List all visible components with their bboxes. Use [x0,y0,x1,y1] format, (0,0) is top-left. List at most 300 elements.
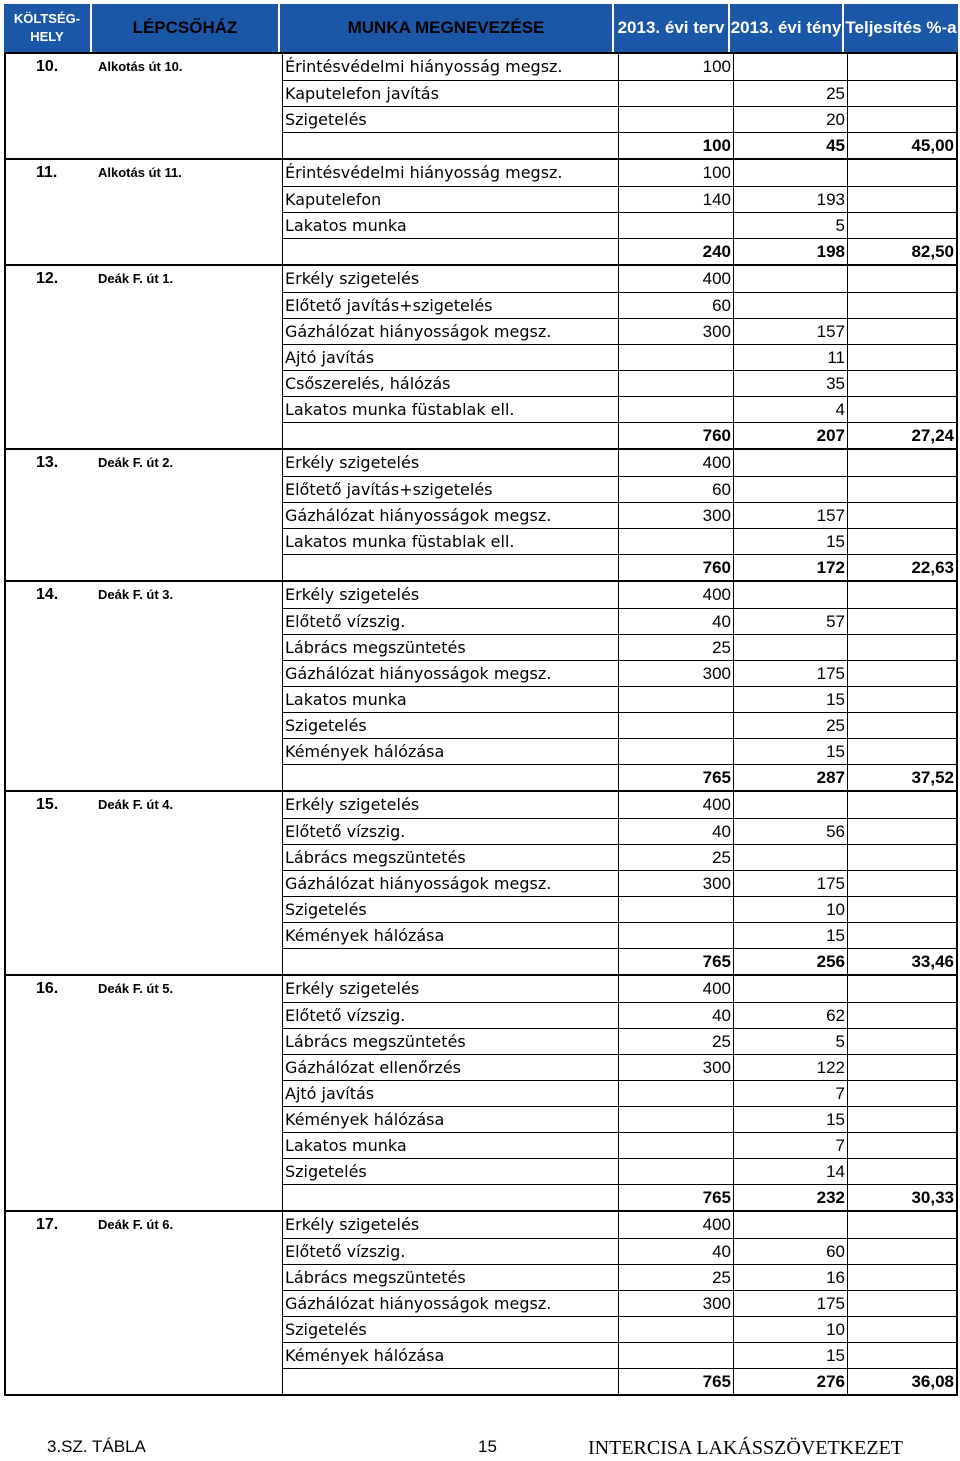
table-row [6,292,956,318]
completion-empty [847,80,956,106]
total-plan: 765 [618,1184,733,1210]
cost-block [6,54,956,160]
cost-center-number [6,1028,94,1054]
total-plan: 765 [618,764,733,790]
cost-center-number: 15. [36,796,59,813]
plan-value [618,922,733,948]
plan-value [618,528,733,554]
total-actual: 45 [733,132,847,158]
table-row [6,712,956,738]
completion-empty [847,818,956,844]
total-label-empty [282,132,618,158]
table-row [6,396,956,422]
plan-value: 400 [618,582,733,608]
completion-empty [847,1002,956,1028]
table-row [6,634,956,660]
table-row [6,318,956,344]
work-name: Gázhálózat hiányosságok megsz. [282,870,618,896]
plan-value: 300 [618,1054,733,1080]
table-row [6,450,956,476]
cost-center-number [6,1054,94,1080]
work-name: Erkély szigetelés [282,976,618,1002]
table-row [6,344,956,370]
completion-percent: 45,00 [847,132,956,158]
staircase-address [94,476,282,502]
plan-value: 40 [618,1002,733,1028]
completion-percent: 36,08 [847,1368,956,1394]
table-row [6,660,956,686]
cost-center-number [6,318,94,344]
cost-block [6,1212,956,1394]
work-name: Lakatos munka [282,686,618,712]
plan-value: 40 [618,608,733,634]
actual-value [733,844,847,870]
table-row [6,1264,956,1290]
staircase-address [94,1264,282,1290]
actual-value: 175 [733,870,847,896]
completion-empty [847,660,956,686]
cost-block [6,266,956,450]
completion-empty [847,1106,956,1132]
staircase-address: Deák F. út 4. [98,797,174,812]
plan-value: 400 [618,266,733,292]
cost-center-number [6,396,94,422]
table-row [6,976,956,1002]
cost-center-number [6,1158,94,1184]
total-row [6,948,956,974]
work-name: Lábrács megszüntetés [282,634,618,660]
plan-value: 300 [618,870,733,896]
plan-value [618,1132,733,1158]
total-spacer [94,238,282,264]
staircase-address [94,712,282,738]
work-name: Lakatos munka füstablak ell. [282,396,618,422]
header-koltseghely: KÖLTSÉG-HELY [4,4,92,52]
completion-percent: 30,33 [847,1184,956,1210]
total-spacer [6,554,94,580]
plan-value: 140 [618,186,733,212]
plan-value: 25 [618,1264,733,1290]
cost-center-number [6,292,94,318]
table-row [6,106,956,132]
actual-value: 15 [733,686,847,712]
table-row [6,212,956,238]
total-plan: 760 [618,554,733,580]
cost-center-number [6,608,94,634]
plan-value: 300 [618,502,733,528]
actual-value: 157 [733,318,847,344]
completion-empty [847,976,956,1002]
completion-empty [847,1316,956,1342]
staircase-address [94,528,282,554]
total-actual: 287 [733,764,847,790]
table-row [6,686,956,712]
total-row [6,132,956,158]
completion-empty [847,792,956,818]
completion-empty [847,106,956,132]
plan-value [618,396,733,422]
total-spacer [94,1184,282,1210]
cost-center-number [6,502,94,528]
actual-value: 175 [733,660,847,686]
plan-value: 40 [618,1238,733,1264]
staircase-address [94,344,282,370]
completion-empty [847,186,956,212]
work-name: Gázhálózat hiányosságok megsz. [282,318,618,344]
cost-center-number [6,1002,94,1028]
total-plan: 760 [618,422,733,448]
work-name: Szigetelés [282,712,618,738]
work-name: Erkély szigetelés [282,1212,618,1238]
completion-empty [847,54,956,80]
table-row [6,818,956,844]
cost-center-number [6,212,94,238]
actual-value [733,266,847,292]
completion-empty [847,870,956,896]
completion-empty [847,1264,956,1290]
cost-center-number [6,476,94,502]
table-row [6,1238,956,1264]
work-name: Ajtó javítás [282,1080,618,1106]
staircase-address [94,292,282,318]
work-name: Kémények hálózása [282,738,618,764]
total-actual: 256 [733,948,847,974]
plan-value: 100 [618,54,733,80]
work-name: Kémények hálózása [282,1106,618,1132]
plan-value [618,686,733,712]
work-name: Csőszerelés, hálózás [282,370,618,396]
work-name: Szigetelés [282,896,618,922]
actual-value: 14 [733,1158,847,1184]
actual-value [733,976,847,1002]
table-row [6,476,956,502]
table-row [6,870,956,896]
header-teny: 2013. évi tény [730,4,844,52]
plan-value [618,106,733,132]
staircase-address: Alkotás út 11. [98,165,182,180]
staircase-address [94,1342,282,1368]
work-name: Erkély szigetelés [282,266,618,292]
table-row [6,738,956,764]
cost-center-number [6,80,94,106]
actual-value: 15 [733,528,847,554]
cost-table [4,4,958,1396]
work-name: Lakatos munka füstablak ell. [282,528,618,554]
completion-empty [847,292,956,318]
work-name: Előtető vízszig. [282,1002,618,1028]
table-row [6,528,956,554]
plan-value [618,1342,733,1368]
cost-center-number [6,818,94,844]
total-actual: 276 [733,1368,847,1394]
completion-percent: 27,24 [847,422,956,448]
work-name: Erkély szigetelés [282,792,618,818]
work-name: Kémények hálózása [282,922,618,948]
table-row [6,792,956,818]
cost-center-number: 12. [36,270,59,287]
staircase-address [94,1290,282,1316]
work-name: Előtető javítás+szigetelés [282,292,618,318]
work-name: Kaputelefon [282,186,618,212]
completion-empty [847,1238,956,1264]
staircase-address [94,818,282,844]
total-spacer [6,238,94,264]
work-name: Gázhálózat ellenőrzés [282,1054,618,1080]
total-label-empty [282,1368,618,1394]
page-number: 15 [478,1437,497,1456]
actual-value: 4 [733,396,847,422]
completion-empty [847,1290,956,1316]
plan-value: 400 [618,1212,733,1238]
actual-value: 15 [733,922,847,948]
cost-center-number [6,660,94,686]
actual-value [733,54,847,80]
cost-block [6,792,956,976]
work-name: Lábrács megszüntetés [282,1264,618,1290]
cost-center-number [6,634,94,660]
staircase-address [94,634,282,660]
work-name: Előtető vízszig. [282,818,618,844]
actual-value [733,476,847,502]
actual-value: 157 [733,502,847,528]
plan-value: 400 [618,976,733,1002]
actual-value: 5 [733,212,847,238]
staircase-address [94,370,282,396]
table-row [6,186,956,212]
completion-empty [847,1080,956,1106]
plan-value: 300 [618,318,733,344]
plan-value: 60 [618,292,733,318]
completion-empty [847,396,956,422]
cost-center-number: 17. [36,1216,59,1233]
total-spacer [6,1368,94,1394]
staircase-address [94,80,282,106]
actual-value: 15 [733,1342,847,1368]
page-footer [0,1437,960,1461]
actual-value: 10 [733,1316,847,1342]
work-name: Kaputelefon javítás [282,80,618,106]
cost-center-number [6,712,94,738]
actual-value: 20 [733,106,847,132]
actual-value: 5 [733,1028,847,1054]
staircase-address [94,186,282,212]
total-spacer [6,1184,94,1210]
actual-value: 7 [733,1132,847,1158]
actual-value: 7 [733,1080,847,1106]
cost-center-number [6,1106,94,1132]
table-row [6,160,956,186]
table-row [6,80,956,106]
total-spacer [6,948,94,974]
total-actual: 172 [733,554,847,580]
total-row [6,1184,956,1210]
plan-value [618,1106,733,1132]
total-label-empty [282,422,618,448]
staircase-address [94,738,282,764]
staircase-address [94,686,282,712]
table-row [6,1158,956,1184]
completion-empty [847,1054,956,1080]
total-row [6,422,956,448]
staircase-address [94,1238,282,1264]
plan-value [618,1316,733,1342]
cost-center-number [6,370,94,396]
staircase-address: Deák F. út 6. [98,1217,174,1232]
total-actual: 198 [733,238,847,264]
table-row [6,922,956,948]
actual-value [733,160,847,186]
completion-empty [847,896,956,922]
actual-value: 122 [733,1054,847,1080]
cost-center-number [6,106,94,132]
total-spacer [6,422,94,448]
completion-percent: 33,46 [847,948,956,974]
cost-center-number [6,186,94,212]
cost-center-number [6,1290,94,1316]
actual-value: 60 [733,1238,847,1264]
plan-value: 100 [618,160,733,186]
work-name: Előtető vízszig. [282,608,618,634]
staircase-address [94,396,282,422]
total-spacer [94,132,282,158]
staircase-address [94,1028,282,1054]
total-spacer [94,422,282,448]
total-row [6,554,956,580]
work-name: Gázhálózat hiányosságok megsz. [282,660,618,686]
actual-value [733,450,847,476]
plan-value [618,1158,733,1184]
cost-center-number [6,1080,94,1106]
cost-center-number [6,1238,94,1264]
cost-center-number [6,922,94,948]
plan-value [618,212,733,238]
completion-percent: 22,63 [847,554,956,580]
table-row [6,1028,956,1054]
work-name: Szigetelés [282,1158,618,1184]
staircase-address [94,1158,282,1184]
work-name: Előtető vízszig. [282,1238,618,1264]
total-label-empty [282,238,618,264]
completion-empty [847,1158,956,1184]
work-name: Lábrács megszüntetés [282,1028,618,1054]
work-name: Érintésvédelmi hiányosság megsz. [282,54,618,80]
table-row [6,896,956,922]
total-row [6,764,956,790]
staircase-address [94,318,282,344]
table-row [6,370,956,396]
plan-value [618,344,733,370]
plan-value [618,80,733,106]
cost-center-number: 11. [36,164,58,181]
plan-value: 300 [618,1290,733,1316]
table-label: 3.SZ. TÁBLA [47,1437,146,1456]
completion-empty [847,528,956,554]
actual-value [733,292,847,318]
total-spacer [94,764,282,790]
completion-empty [847,370,956,396]
cost-center-number [6,1342,94,1368]
cost-center-number [6,1132,94,1158]
table-row [6,1132,956,1158]
plan-value: 60 [618,476,733,502]
total-spacer [6,132,94,158]
completion-percent: 37,52 [847,764,956,790]
actual-value: 57 [733,608,847,634]
table-row [6,1290,956,1316]
table-row [6,54,956,80]
completion-empty [847,844,956,870]
table-body [4,52,958,1396]
completion-empty [847,160,956,186]
cost-center-number: 13. [36,454,59,471]
work-name: Szigetelés [282,1316,618,1342]
completion-empty [847,344,956,370]
table-row [6,1080,956,1106]
completion-empty [847,738,956,764]
total-actual: 232 [733,1184,847,1210]
cost-center-number [6,1316,94,1342]
cost-center-number [6,844,94,870]
staircase-address [94,1002,282,1028]
plan-value: 400 [618,450,733,476]
actual-value: 62 [733,1002,847,1028]
work-name: Lakatos munka [282,212,618,238]
staircase-address [94,922,282,948]
total-label-empty [282,948,618,974]
work-name: Lábrács megszüntetés [282,844,618,870]
cost-block [6,582,956,792]
header-munka-megnevezese: MUNKA MEGNEVEZÉSE [280,4,614,52]
actual-value: 15 [733,1106,847,1132]
completion-empty [847,634,956,660]
plan-value [618,738,733,764]
staircase-address: Deák F. út 3. [98,587,174,602]
total-spacer [94,948,282,974]
plan-value: 25 [618,634,733,660]
completion-empty [847,476,956,502]
actual-value: 175 [733,1290,847,1316]
staircase-address [94,1054,282,1080]
actual-value: 15 [733,738,847,764]
work-name: Kémények hálózása [282,1342,618,1368]
header-terv: 2013. évi terv [614,4,730,52]
completion-empty [847,212,956,238]
work-name: Érintésvédelmi hiányosság megsz. [282,160,618,186]
table-header [4,4,958,52]
work-name: Gázhálózat hiányosságok megsz. [282,502,618,528]
staircase-address [94,106,282,132]
table-row [6,1316,956,1342]
cost-center-number [6,738,94,764]
cost-center-number [6,1264,94,1290]
completion-empty [847,582,956,608]
staircase-address [94,1106,282,1132]
table-row [6,844,956,870]
total-row [6,238,956,264]
actual-value: 11 [733,344,847,370]
actual-value: 56 [733,818,847,844]
actual-value: 10 [733,896,847,922]
actual-value: 16 [733,1264,847,1290]
staircase-address [94,660,282,686]
total-label-empty [282,554,618,580]
completion-empty [847,1132,956,1158]
completion-percent: 82,50 [847,238,956,264]
table-row [6,1342,956,1368]
total-row [6,1368,956,1394]
total-plan: 765 [618,1368,733,1394]
staircase-address [94,212,282,238]
